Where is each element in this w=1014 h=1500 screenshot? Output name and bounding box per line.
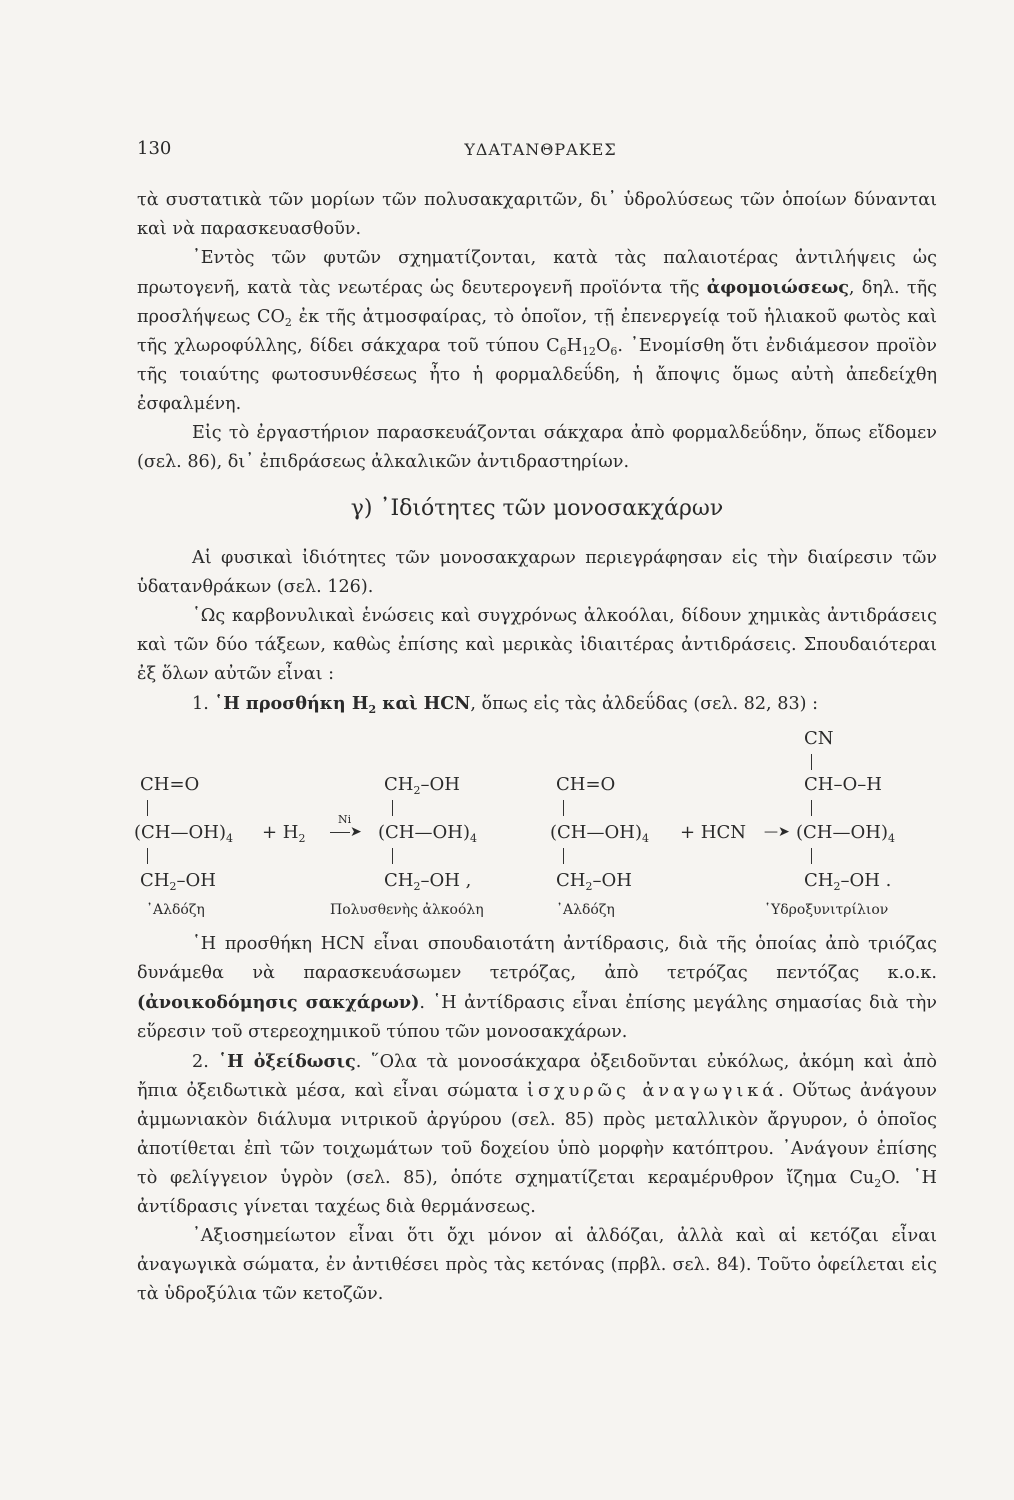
- r2-product-cn: CN: [804, 728, 834, 749]
- r1-aldose-middle: $(CH—OH)_4$: [134, 822, 233, 845]
- bond-line: [392, 800, 393, 816]
- running-title: ΥΔΑΤΑΝΘΡΑΚΕΣ: [464, 140, 617, 159]
- r1-product-bottom: $CH_2-OH$ ,: [384, 870, 472, 893]
- r1-caption-polyol: Πολυσθενὴς ἀλκοόλη: [330, 902, 484, 918]
- bond-line: [147, 848, 148, 864]
- bold-term: ἀφομοιώσεως: [706, 277, 849, 298]
- r1-hydrogen-reagent: + $H_2$: [262, 822, 306, 845]
- page-number: 130: [137, 138, 172, 159]
- bond-line: [811, 754, 812, 770]
- r2-arrow: —➤: [764, 824, 790, 840]
- section-text: [137, 544, 937, 719]
- r1-caption-aldose: ᾿Αλδόζη: [146, 902, 205, 918]
- r2-aldose-top: CH=O: [556, 774, 616, 795]
- r1-product-top: $CH_2-OH$: [384, 774, 460, 797]
- bond-line: [563, 800, 564, 816]
- r2-product-top: CH–O–H: [804, 774, 882, 795]
- paragraph-ketoses: ᾿Αξιοσημείωτον εἶναι ὅτι ὄχι μόνον αἱ ἀλδόζαι, ἀλλὰ καὶ αἱ κετόζαι εἶναι ἀναγωγικὰ σώματα, ἐν ἀντιθέσει πρὸς τὰς κετόνας (πρβλ. σελ. 84). Τοῦτο ὀφείλεται εἰς τὰ ὑδροξύλια τῶν κετοζῶν.: [137, 1226, 937, 1304]
- r2-product-bottom: $CH_2-OH$ .: [804, 870, 892, 893]
- r2-hcn-reagent: + HCN: [680, 822, 747, 843]
- bond-line: [147, 800, 148, 816]
- paragraph-hcn-addition: ῾Η προσθήκη HCN εἶναι σπουδαιοτάτη ἀντίδρασις, διὰ τῆς ὁποίας ἀπὸ τριόζας δυνάμεθα νὰ παρασκευάσωμεν τετρόζας, ἀπὸ τετρόζας πεντόζας κ.ο.κ. (ἀνοικοδόμησις σακχάρων). ῾Η ἀντίδρασις εἶναι ἐπίσης μεγάλης σημασίας διὰ τὴν εὕρεσιν τοῦ στερεοχημικοῦ τύπου τῶν μονοσακχάρων.: [137, 934, 937, 1042]
- after-scheme-text: [137, 930, 937, 1309]
- r2-product-middle: $(CH—OH)_4$: [796, 822, 895, 845]
- list-item-oxidation: 2. ῾Η ὀξείδωσις. ῞Ολα τὰ μονοσάκχαρα ὀξειδοῦνται εὐκόλως, ἀκόμη καὶ ἀπὸ ἤπια ὀξειδωτικὰ μέσα, καὶ εἶναι σώματα ἰσχυρῶς ἀναγωγικά. Οὕτως ἀνάγουν ἀμμωνιακὸν διάλυμα νιτρικοῦ ἀργύρου (σελ. 85) πρὸς μεταλλικὸν ἄργυρον, ὁ ὁποῖος ἀποτίθεται ἐπὶ τῶν τοιχωμάτων τοῦ δοχείου ὑπὸ μορφὴν κατόπτρου. ᾿Ανάγουν ἐπίσης τὸ φελίγγειον ὑγρὸν (σελ. 85), ὁπότε σχηματίζεται κεραμέρυθρον ἴζημα $Cu_2O$. ῾Η ἀντίδρασις γίνεται ταχέως διὰ θερμάνσεως.: [137, 1051, 937, 1217]
- paragraph-laboratory: Εἰς τὸ ἐργαστήριον παρασκευάζονται σάκχαρα ἀπὸ φορμαλδεΰδην, ὅπως εἴδομεν (σελ. 86), δι᾿ ἐπιδράσεως ἀλκαλικῶν ἀντιδραστηρίων.: [137, 423, 937, 472]
- section-title: γ) ᾿Ιδιότητες τῶν μονοσακχάρων: [350, 496, 724, 521]
- paragraph-chemical-properties: ῾Ως καρβονυλικαὶ ἑνώσεις καὶ συγχρόνως ἀλκοόλαι, δίδουν χημικὰς ἀντιδράσεις καὶ τῶν δύο τάξεων, καθὼς ἐπίσης καὶ μερικὰς ἰδιαιτέρας ἀντιδράσεις. Σπουδαιότεραι ἐξ ὅλων αὐτῶν εἶναι :: [137, 606, 937, 684]
- intro-text: [137, 186, 937, 477]
- bond-line: [811, 848, 812, 864]
- r1-product-middle: $(CH—OH)_4$: [378, 822, 477, 845]
- bold-heading: ῾Η ὀξείδωσις: [218, 1051, 356, 1072]
- r1-aldose-top: CH=O: [140, 774, 200, 795]
- r2-caption-aldose: ᾿Αλδόζη: [556, 902, 615, 918]
- bold-term: (ἀνοικοδόμησις σακχάρων): [137, 992, 420, 1013]
- list-item-addition: 1. ῾Η προσθήκη $H_2$ καὶ HCN, ὅπως εἰς τὰς ἀλδεΰδας (σελ. 82, 83) :: [192, 693, 819, 716]
- paragraph-photosynthesis: ᾿Εντὸς τῶν φυτῶν σχηματίζονται, κατὰ τὰς παλαιοτέρας ἀντιλήψεις ὡς πρωτογενῆ, κατὰ τὰς νεωτέρας ὡς δευτερογενῆ προϊόντα τῆς ἀφομοιώσεως, δηλ. τῆς προσλήψεως $CO_2$ ἐκ τῆς ἀτμοσφαίρας, τὸ ὁποῖον, τῇ ἐπενεργείᾳ τοῦ ἡλιακοῦ φωτὸς καὶ τῆς χλωροφύλλης, δίδει σάκχαρα τοῦ τύπου $C_6H_{12}O_6$. ᾿Ενομίσθη ὅτι ἐνδιάμεσον προϊὸν τῆς τοιαύτης φωτοσυνθέσεως ἦτο ἡ φορμαλδεΰδη, ἡ ἄποψις ὅμως αὐτὴ ἀπεδείχθη ἐσφαλμένη.: [137, 248, 937, 414]
- bond-line: [563, 848, 564, 864]
- r1-arrow: ➤: [330, 824, 362, 840]
- paragraph-physical-properties: Αἱ φυσικαὶ ἰδιότητες τῶν μονοσακχαρων περιεγράφησαν εἰς τὴν διαίρεσιν τῶν ὑδατανθράκων (σελ. 126).: [137, 548, 937, 597]
- page-header: [137, 138, 944, 168]
- spaced-emphasis: ἰσχυρῶς ἀναγωγικά: [527, 1081, 779, 1101]
- r1-aldose-bottom: $CH_2-OH$: [140, 870, 216, 893]
- r2-aldose-middle: $(CH—OH)_4$: [550, 822, 649, 845]
- r2-caption-cyanohydrin: ῾Υδροξυνιτρίλιον: [764, 902, 889, 918]
- r1-catalyst: Ni: [338, 813, 352, 826]
- bold-heading: ῾Η προσθήκη $H_2$ καὶ HCN: [214, 693, 471, 716]
- paragraph-continuation: τὰ συστατικὰ τῶν μορίων τῶν πολυσακχαριτῶν, δι᾿ ὑδρολύσεως τῶν ὁποίων δύνανται καὶ νὰ παρασκευασθοῦν.: [137, 190, 937, 239]
- r2-aldose-bottom: $CH_2-OH$: [556, 870, 632, 893]
- bond-line: [811, 800, 812, 816]
- bond-line: [392, 848, 393, 864]
